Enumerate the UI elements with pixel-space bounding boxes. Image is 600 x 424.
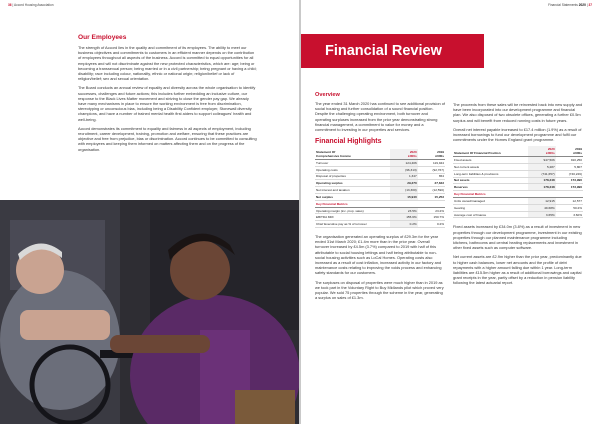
row-label: Turnover — [315, 160, 390, 167]
left-column — [315, 92, 445, 304]
financial-position-table — [453, 146, 583, 218]
row-value-prior: 5,807 — [556, 163, 583, 170]
title-banner — [301, 34, 484, 68]
table-row — [315, 173, 445, 180]
current-year-header — [390, 149, 417, 159]
overview-heading: Overview — [315, 92, 340, 98]
running-header-right: Financial Statements 2020 | 37 — [548, 3, 592, 7]
row-value-current: 15,940 — [390, 193, 417, 200]
row-value-current: (741,657) — [528, 170, 555, 177]
row-value-current: 178,248 — [528, 177, 555, 184]
prior-year-unit: £000s — [435, 154, 444, 159]
prior-year-header — [418, 149, 445, 159]
metric-value-prior: 12,577 — [556, 198, 583, 205]
row-label: Net assets — [453, 177, 528, 184]
row-label: Net interest and taxation — [315, 187, 390, 194]
metric-value-current: 23.5% — [390, 207, 417, 214]
row-value-prior: (92,767) — [418, 166, 445, 173]
right-page — [301, 0, 600, 424]
table-row — [315, 214, 445, 221]
table-row — [453, 198, 583, 205]
metric-value-prior: 0.2% — [418, 221, 445, 228]
metric-value-prior: 23.2% — [418, 207, 445, 214]
table-row — [453, 177, 583, 184]
table-row — [315, 166, 445, 173]
right-column-text — [453, 224, 583, 285]
metric-label: Operating margin (inc. prop. sales) — [315, 207, 390, 214]
metric-label: Units owned/managed — [453, 198, 528, 205]
table-title-line-1: Statement Of — [316, 150, 336, 155]
metric-value-current: 0.2% — [390, 221, 417, 228]
current-year-label: 2020 — [547, 147, 555, 152]
right-column — [453, 102, 583, 290]
row-label: Fixed assets — [453, 157, 528, 164]
row-label: Net surplus — [315, 193, 390, 200]
left-running-title: Accord Housing Association — [13, 3, 54, 7]
row-label: Net current assets — [453, 163, 528, 170]
row-value-current: 29,270 — [390, 180, 417, 187]
left-page-number: 36 — [8, 3, 12, 7]
row-value-prior: (12,590) — [418, 187, 445, 194]
row-value-current: 178,248 — [528, 184, 555, 191]
metrics-heading-row — [453, 191, 583, 198]
overview-text — [315, 101, 445, 132]
employees-heading: Our Employees — [78, 34, 127, 41]
interest-paragraph: Overall net interest payable increased to £17.4 million (1.9%) as a result of increased borrowings to fund our development programme and fulfil our commitments under the Homes England grant programme. — [453, 126, 582, 143]
table-header-row — [315, 149, 445, 159]
metric-value-prior: 50.2% — [556, 204, 583, 211]
right-page-number: 37 — [588, 3, 592, 7]
row-label: Long-term liabilities & provisions — [453, 170, 528, 177]
employees-text — [78, 45, 258, 152]
metric-value-prior: 150.7% — [418, 214, 445, 221]
metric-value-prior: 3.60% — [556, 211, 583, 218]
employees-paragraph-2: The Board conducts an annual review of equality and diversity across the whole organisation to identify successes, challenges and future actions; this includes further embedding an inclusive culture, our response to the Black Lives Matter movement and striving to close the gender pay gap. We already have many mechanisms in place to ensure the working environment is free from discrimination, stereotyping or unconscious bias, including being a Disability Confident employer, Stonewall diversity champions, and have a number of trained mental health first aiders to support colleagues' health and well-being. — [78, 85, 256, 122]
table-row — [315, 221, 445, 228]
metrics-heading: Key Financial Metrics — [315, 200, 445, 207]
row-label: Operating costs — [315, 166, 390, 173]
table-row — [315, 187, 445, 194]
current-year-unit: £000s — [546, 151, 555, 156]
table-title-cell: Statement Of Financial Position — [453, 146, 528, 156]
table-row — [315, 193, 445, 200]
row-value-current: 947,506 — [528, 157, 555, 164]
row-value-prior: 119,944 — [418, 160, 445, 167]
row-value-current: (96,313) — [390, 166, 417, 173]
employees-paragraph-1: The strength of Accord lies in the quality and commitment of its employees. The ability to meet our business objectives and commitments to customers in an efficient manner depends on the contribution of employees throughout all aspects of the business. Accord is committed to equal opportunities for all employees and will not discriminate against the new protected characteristics, which are: age; being or becoming a transsexual person; being married or in a civil partnership; being pregnant or having a child; disability; race including colour, nationality, ethnic or national origin; religion/belief or lack of religion/belief; sex and sexual orientation. — [78, 45, 257, 82]
page-title: Financial Review — [325, 43, 442, 59]
row-value-prior: 15,253 — [418, 193, 445, 200]
running-header-left: 36 | Accord Housing Association — [8, 3, 54, 7]
row-label: Disposal of properties — [315, 173, 390, 180]
right-column-intro — [453, 102, 583, 142]
row-value-current: (13,300) — [390, 187, 417, 194]
table-row — [315, 160, 445, 167]
table-row — [453, 170, 583, 177]
current-year-label: 2020 — [409, 150, 417, 155]
current-assets-paragraph: Net current assets are £2.9m higher than the prior year, predominantly due to higher cash balances, lower net amounts and the profile of debt repayments with a higher amount falling due within 1 year. Long-term liabilities are £15.5m higher as a result of additional borrowings and capital grant receipts in the year, partly offset by a reduction in pension liability following the latest actuarial report. — [453, 254, 582, 286]
table-title-cell — [315, 149, 390, 159]
right-running-title: Financial Statements — [548, 3, 578, 7]
metric-label: EBITDA MRI — [315, 214, 390, 221]
row-value-prior: 654 — [418, 173, 445, 180]
table-title-line-2: Comprehensive Income — [316, 154, 351, 159]
current-year-header — [528, 146, 555, 156]
proceeds-paragraph: The proceeds from these sales will be reinvested back into new supply and have been incorporated into our development programme and financial plan. We also disposed of two obsolete offices, generating a further £0.5m surplus and will benefit from reduced running costs in future years. — [453, 102, 583, 123]
row-value-prior: (740,226) — [556, 170, 583, 177]
prior-year-unit: £000s — [573, 151, 582, 156]
row-value-prior: 27,843 — [418, 180, 445, 187]
prior-year-header — [556, 146, 583, 156]
table-row — [453, 204, 583, 211]
left-page — [0, 0, 299, 424]
overview-paragraph: The year ended 31 March 2020 has continued to see additional provision of social housing and further consolidation of a sound financial position. Despite the challenging operating environment, both turnover and operating surpluses increased from the prior year demonstrating strong financial management, a commitment to value for money and a commitment to investing in our properties and services. — [315, 101, 445, 133]
prior-year-label: 2019 — [575, 147, 582, 152]
row-value-current: 124,406 — [390, 160, 417, 167]
income-statement-table — [315, 149, 445, 228]
table-header-row — [453, 146, 583, 156]
metric-value-current: 12,915 — [528, 198, 555, 205]
care-home-photo-icon — [0, 200, 299, 424]
fixed-assets-paragraph: Fixed assets increased by £34.0m (3.8%) as a result of investment in new properties through our development programme, investment in our existing properties through our planned maintenance programme including kitchens, bathrooms and central heating replacements and investment in other fixed assets such as computer software. — [453, 224, 582, 251]
metric-value-current: 155.6% — [390, 214, 417, 221]
metric-label: Average cost of finance — [453, 211, 528, 218]
row-value-current: 1,347 — [390, 173, 417, 180]
highlights-heading: Financial Highlights — [315, 138, 382, 146]
metric-label: Gearing — [453, 204, 528, 211]
operating-surplus-paragraph: The organisation generated an operating surplus of £29.3m for the year ended 31st March 2020; £1.4m more than in the prior year. Overall turnover increased by £4.5m (3.7%) compared to 2019 with half of this attributable to social housing lettings and half being attributable to non-social housing activities such as LoCal Homes. Operating costs also increased as a result of cost inflation, increased activity in our factory and maintenance costs relating to improving the voids process and enhancing safety standards for our customers. — [315, 234, 442, 276]
current-year-unit: £000s — [408, 154, 417, 159]
table-row — [453, 184, 583, 191]
metric-label: Chief Executive pay as % of turnover — [315, 221, 390, 228]
prior-year-label: 2019 — [437, 150, 444, 155]
left-column-text — [315, 234, 445, 300]
row-value-prior: 173,996 — [556, 177, 583, 184]
row-value-current: 5,287 — [528, 163, 555, 170]
table-row — [315, 207, 445, 214]
row-label: Operating surplus — [315, 180, 390, 187]
employees-paragraph-3: Accord demonstrates its commitment to equality and fairness in all aspects of employment, including recruitment, career development, training, promotion and welfare, ensuring that these practices are objective and free from prejudice, bias or discrimination. Accord continues to be committed to consulting with employees and keeping them informed on matters affecting them and on the progress of the organisation. — [78, 125, 257, 152]
row-value-prior: 173,996 — [556, 184, 583, 191]
table-row — [453, 157, 583, 164]
right-running-year: 2020 — [578, 3, 586, 7]
table-row — [453, 211, 583, 218]
disposals-paragraph: The surpluses on disposal of properties were much higher than in 2019 as we took part in the Voluntary Right to Buy Midlands pilot which proved very popular. We sold 75 properties through the scheme in the year, generating a surplus on sales of £1.3m. — [315, 279, 444, 301]
care-home-photo — [0, 200, 299, 424]
table-row — [315, 180, 445, 187]
employees-section — [78, 34, 258, 156]
metrics-heading-row — [315, 200, 445, 207]
metrics-heading: Key Financial Metrics — [453, 191, 583, 198]
table-row — [453, 163, 583, 170]
row-value-prior: 910,250 — [556, 157, 583, 164]
metric-value-current: 49.68% — [528, 204, 555, 211]
row-label: Reserves — [453, 184, 528, 191]
metric-value-current: 3.65% — [528, 211, 555, 218]
